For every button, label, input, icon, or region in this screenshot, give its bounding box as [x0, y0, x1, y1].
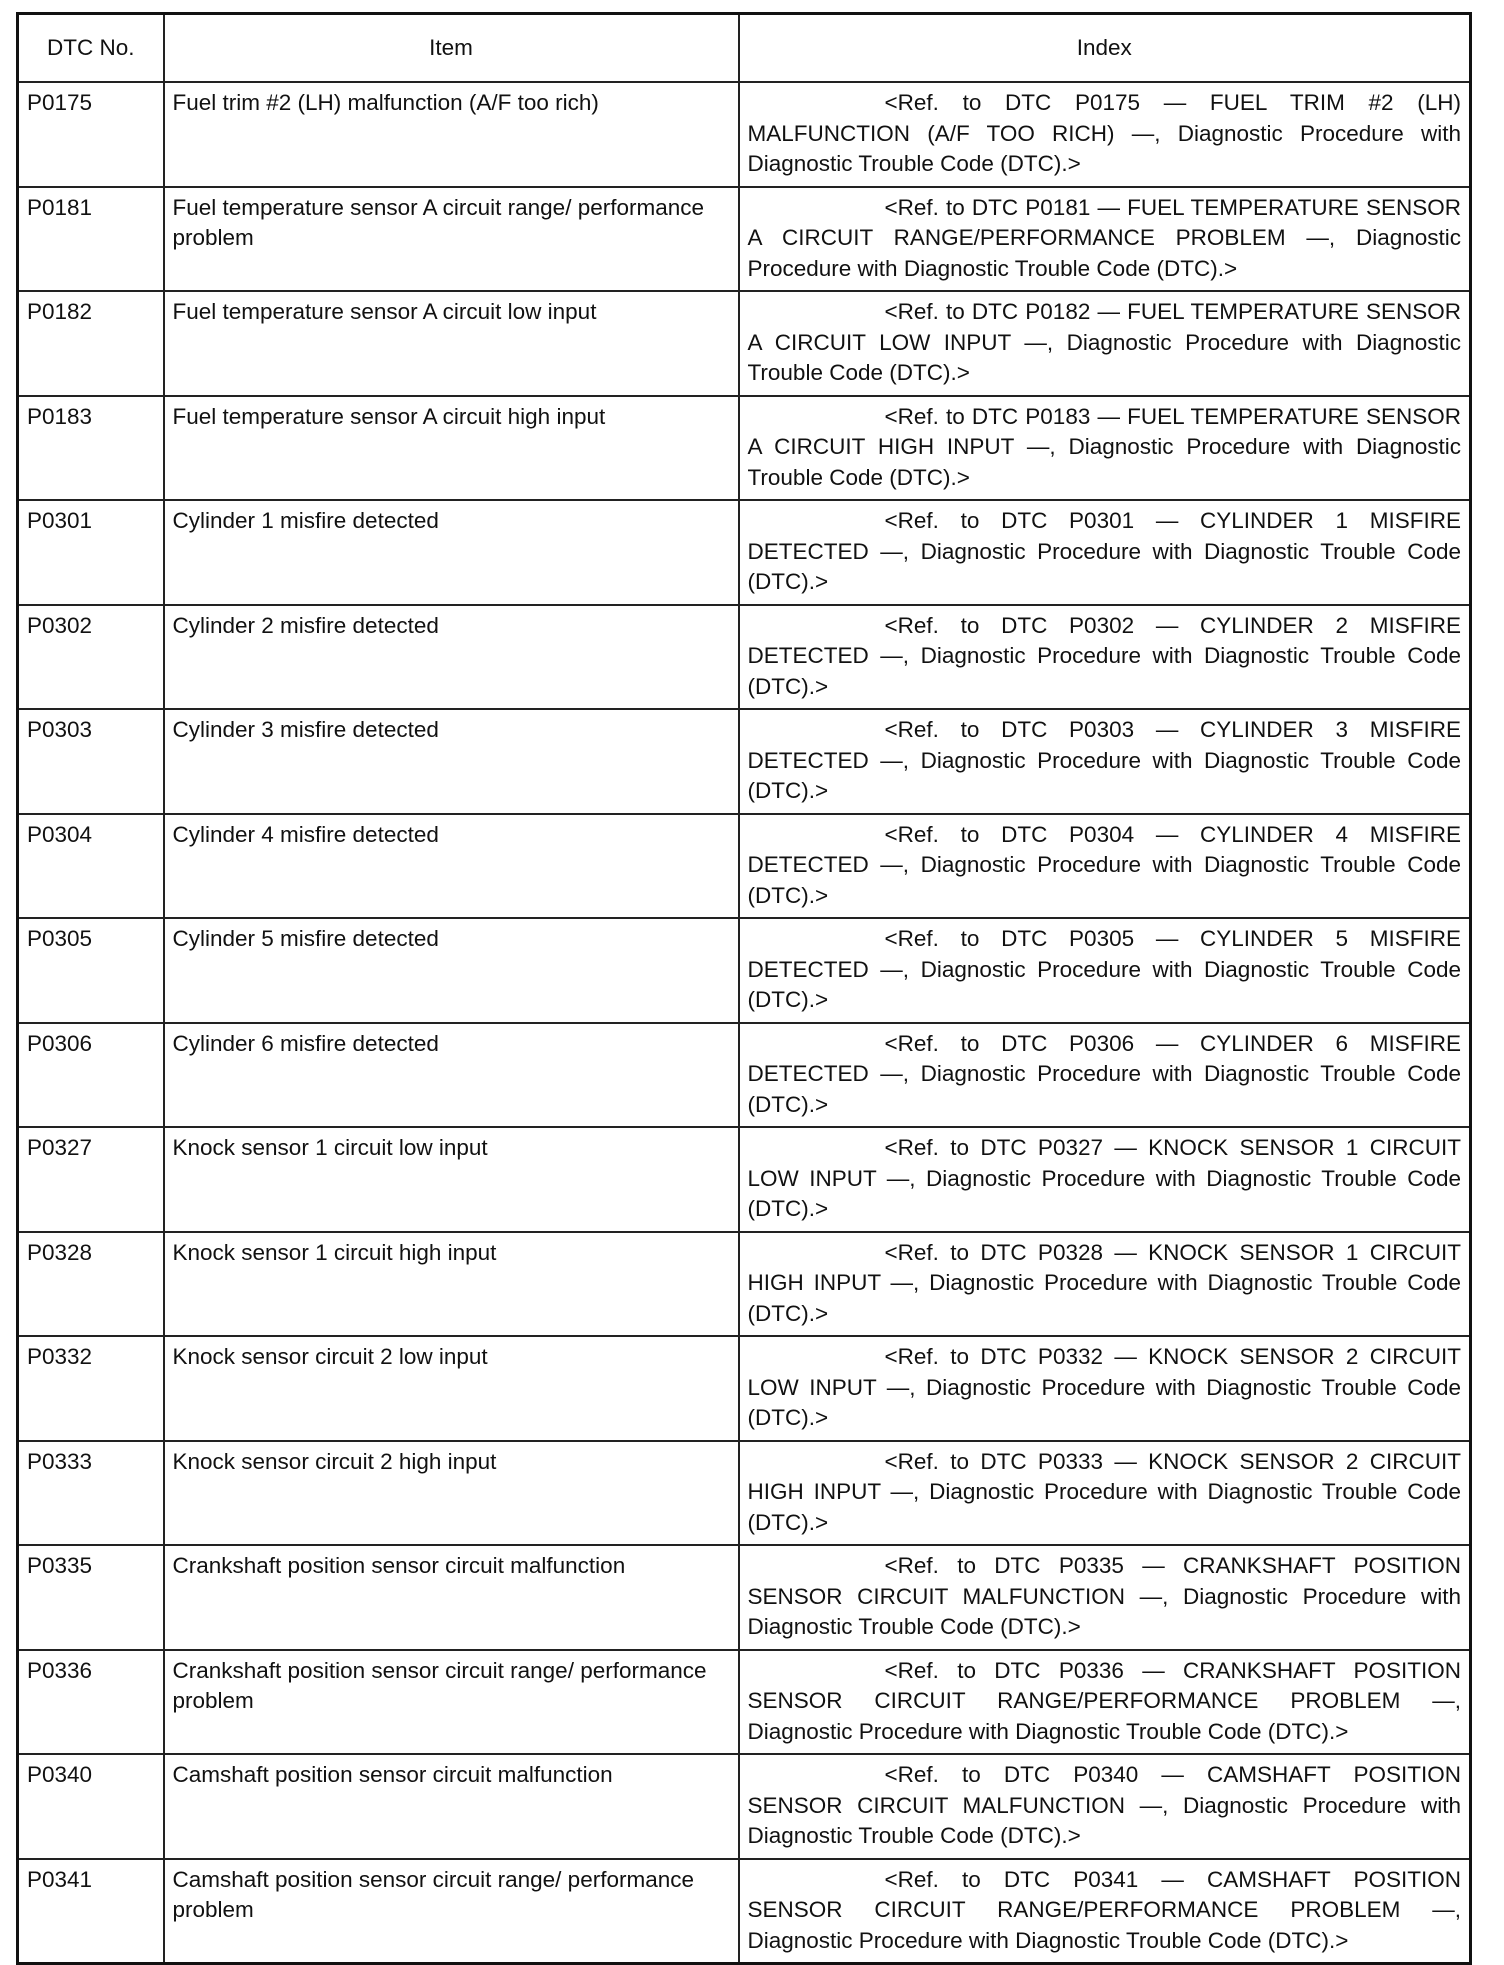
index-cell: <Ref. to DTC P0327 — KNOCK SENSOR 1 CIRCUIT LOW INPUT —, Diagnostic Procedure with Diagnostic Trouble Code (DTC).>	[739, 1127, 1471, 1232]
dtc-code-cell: P0305	[18, 918, 164, 1023]
index-cell: <Ref. to DTC P0305 — CYLINDER 5 MISFIRE DETECTED —, Diagnostic Procedure with Diagnostic Trouble Code (DTC).>	[739, 918, 1471, 1023]
item-cell: Fuel temperature sensor A circuit range/ performance problem	[164, 187, 739, 292]
item-cell: Cylinder 3 misfire detected	[164, 709, 739, 814]
table-row	[18, 918, 1471, 1023]
dtc-code-cell: P0183	[18, 396, 164, 501]
table-row	[18, 187, 1471, 292]
dtc-code-cell: P0327	[18, 1127, 164, 1232]
item-cell: Cylinder 6 misfire detected	[164, 1023, 739, 1128]
table-row	[18, 1127, 1471, 1232]
dtc-code-cell: P0304	[18, 814, 164, 919]
table-header	[18, 14, 1471, 83]
item-cell: Fuel trim #2 (LH) malfunction (A/F too rich)	[164, 82, 739, 187]
item-cell: Cylinder 2 misfire detected	[164, 605, 739, 710]
index-cell: <Ref. to DTC P0303 — CYLINDER 3 MISFIRE DETECTED —, Diagnostic Procedure with Diagnostic Trouble Code (DTC).>	[739, 709, 1471, 814]
item-cell: Camshaft position sensor circuit malfunction	[164, 1754, 739, 1859]
index-cell: <Ref. to DTC P0340 — CAMSHAFT POSITION SENSOR CIRCUIT MALFUNCTION —, Diagnostic Procedure with Diagnostic Trouble Code (DTC).>	[739, 1754, 1471, 1859]
table-row	[18, 1545, 1471, 1650]
item-cell: Knock sensor circuit 2 low input	[164, 1336, 739, 1441]
table-row	[18, 396, 1471, 501]
table-body	[18, 82, 1471, 1964]
table-row	[18, 291, 1471, 396]
dtc-code-cell: P0328	[18, 1232, 164, 1337]
table-row	[18, 709, 1471, 814]
dtc-table	[16, 12, 1472, 1965]
index-cell: <Ref. to DTC P0328 — KNOCK SENSOR 1 CIRCUIT HIGH INPUT —, Diagnostic Procedure with Diagnostic Trouble Code (DTC).>	[739, 1232, 1471, 1337]
table-row	[18, 814, 1471, 919]
index-cell: <Ref. to DTC P0332 — KNOCK SENSOR 2 CIRCUIT LOW INPUT —, Diagnostic Procedure with Diagnostic Trouble Code (DTC).>	[739, 1336, 1471, 1441]
header-dtc-no: DTC No.	[18, 14, 164, 83]
table-row	[18, 1859, 1471, 1964]
table-row	[18, 1754, 1471, 1859]
index-cell: <Ref. to DTC P0341 — CAMSHAFT POSITION SENSOR CIRCUIT RANGE/PERFORMANCE PROBLEM —, Diagnostic Procedure with Diagnostic Trouble Code (DTC).>	[739, 1859, 1471, 1964]
item-cell: Knock sensor 1 circuit high input	[164, 1232, 739, 1337]
dtc-code-cell: P0333	[18, 1441, 164, 1546]
dtc-code-cell: P0306	[18, 1023, 164, 1128]
table-row	[18, 1336, 1471, 1441]
item-cell: Fuel temperature sensor A circuit high input	[164, 396, 739, 501]
dtc-code-cell: P0175	[18, 82, 164, 187]
dtc-code-cell: P0302	[18, 605, 164, 710]
table-row	[18, 605, 1471, 710]
header-item: Item	[164, 14, 739, 83]
table-row	[18, 1650, 1471, 1755]
item-cell: Cylinder 1 misfire detected	[164, 500, 739, 605]
index-cell: <Ref. to DTC P0302 — CYLINDER 2 MISFIRE DETECTED —, Diagnostic Procedure with Diagnostic Trouble Code (DTC).>	[739, 605, 1471, 710]
table-row	[18, 1441, 1471, 1546]
index-cell: <Ref. to DTC P0175 — FUEL TRIM #2 (LH) MALFUNCTION (A/F TOO RICH) —, Diagnostic Procedure with Diagnostic Trouble Code (DTC).>	[739, 82, 1471, 187]
dtc-code-cell: P0181	[18, 187, 164, 292]
table-row	[18, 500, 1471, 605]
dtc-code-cell: P0303	[18, 709, 164, 814]
header-row	[18, 14, 1471, 83]
dtc-code-cell: P0332	[18, 1336, 164, 1441]
item-cell: Knock sensor 1 circuit low input	[164, 1127, 739, 1232]
item-cell: Crankshaft position sensor circuit range/ performance problem	[164, 1650, 739, 1755]
item-cell: Camshaft position sensor circuit range/ performance problem	[164, 1859, 739, 1964]
item-cell: Cylinder 5 misfire detected	[164, 918, 739, 1023]
table-row	[18, 82, 1471, 187]
header-index: Index	[739, 14, 1471, 83]
dtc-code-cell: P0335	[18, 1545, 164, 1650]
dtc-code-cell: P0301	[18, 500, 164, 605]
dtc-code-cell: P0182	[18, 291, 164, 396]
index-cell: <Ref. to DTC P0333 — KNOCK SENSOR 2 CIRCUIT HIGH INPUT —, Diagnostic Procedure with Diagnostic Trouble Code (DTC).>	[739, 1441, 1471, 1546]
item-cell: Fuel temperature sensor A circuit low input	[164, 291, 739, 396]
index-cell: <Ref. to DTC P0306 — CYLINDER 6 MISFIRE DETECTED —, Diagnostic Procedure with Diagnostic Trouble Code (DTC).>	[739, 1023, 1471, 1128]
item-cell: Crankshaft position sensor circuit malfunction	[164, 1545, 739, 1650]
dtc-code-cell: P0341	[18, 1859, 164, 1964]
index-cell: <Ref. to DTC P0181 — FUEL TEMPERATURE SENSOR A CIRCUIT RANGE/PERFORMANCE PROBLEM —, Diagnostic Procedure with Diagnostic Trouble Code (DTC).>	[739, 187, 1471, 292]
dtc-code-cell: P0340	[18, 1754, 164, 1859]
dtc-code-cell: P0336	[18, 1650, 164, 1755]
index-cell: <Ref. to DTC P0335 — CRANKSHAFT POSITION SENSOR CIRCUIT MALFUNCTION —, Diagnostic Procedure with Diagnostic Trouble Code (DTC).>	[739, 1545, 1471, 1650]
index-cell: <Ref. to DTC P0304 — CYLINDER 4 MISFIRE DETECTED —, Diagnostic Procedure with Diagnostic Trouble Code (DTC).>	[739, 814, 1471, 919]
index-cell: <Ref. to DTC P0301 — CYLINDER 1 MISFIRE DETECTED —, Diagnostic Procedure with Diagnostic Trouble Code (DTC).>	[739, 500, 1471, 605]
index-cell: <Ref. to DTC P0182 — FUEL TEMPERATURE SENSOR A CIRCUIT LOW INPUT —, Diagnostic Procedure with Diagnostic Trouble Code (DTC).>	[739, 291, 1471, 396]
table-row	[18, 1023, 1471, 1128]
index-cell: <Ref. to DTC P0336 — CRANKSHAFT POSITION SENSOR CIRCUIT RANGE/PERFORMANCE PROBLEM —, Diagnostic Procedure with Diagnostic Trouble Code (DTC).>	[739, 1650, 1471, 1755]
index-cell: <Ref. to DTC P0183 — FUEL TEMPERATURE SENSOR A CIRCUIT HIGH INPUT —, Diagnostic Procedure with Diagnostic Trouble Code (DTC).>	[739, 396, 1471, 501]
item-cell: Knock sensor circuit 2 high input	[164, 1441, 739, 1546]
table-row	[18, 1232, 1471, 1337]
item-cell: Cylinder 4 misfire detected	[164, 814, 739, 919]
